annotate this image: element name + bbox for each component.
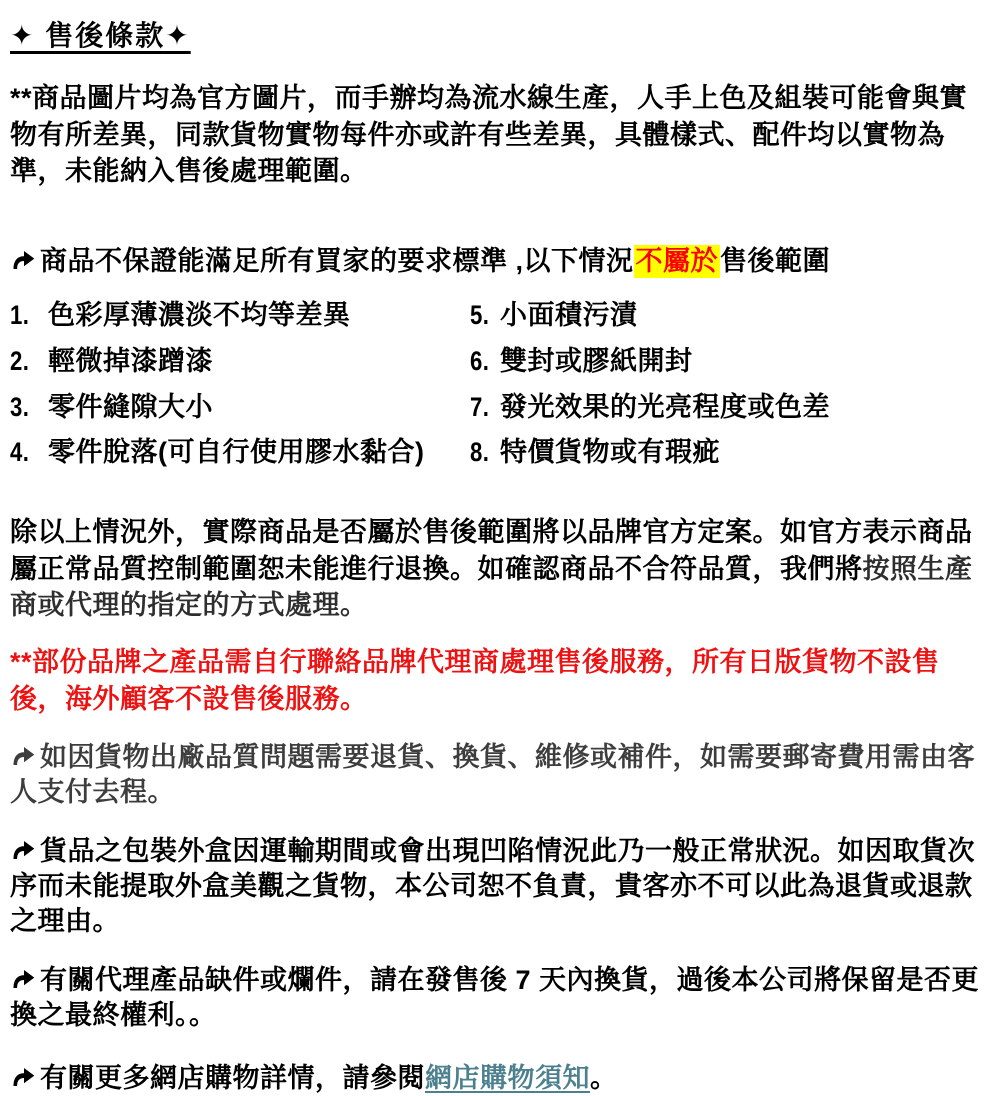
highlight-text: 不屬於 [635, 246, 719, 277]
list-item [10, 347, 470, 377]
intro-paragraph: **商品圖片均為官方圖片，而手辦均為流水線生產，人手上色及組裝可能會與實物有所差異，同款貨物實物每件亦或許有些差異，具體樣式、配件均以實物為準，未能納入售後處理範圍。 [10, 83, 968, 187]
curved-arrow-icon [10, 744, 37, 768]
list-item [10, 301, 470, 331]
page-title: ✦ 售後條款✦ [10, 20, 191, 51]
footer-line [10, 1061, 988, 1096]
note-exchange-7days [10, 963, 988, 1033]
item-text: 輕微掉漆蹭漆 [48, 345, 213, 376]
item-number: 6. [470, 345, 490, 376]
note-box-dents [10, 834, 988, 939]
item-number: 1. [10, 300, 30, 331]
item-number: 5. [470, 300, 490, 331]
item-text: 雙封或膠紙開封 [500, 345, 693, 376]
list-item [470, 301, 988, 331]
item-text: 發光效果的光亮程度或色差 [500, 391, 830, 422]
note-text: 有關代理產品缺件或爛件，請在發售後 7 天內換貨，過後本公司將保留是否更換之最終權利。。 [10, 965, 980, 1031]
item-number: 2. [10, 345, 30, 376]
note-shipping-cost [10, 740, 988, 810]
list-item [470, 347, 988, 377]
notice-text-after: 售後範圍 [720, 246, 831, 277]
curved-arrow-icon [10, 1065, 37, 1089]
red-notice-paragraph: **部份品牌之產品需自行聯絡品牌代理商處理售後服務，所有日版貨物不設售後，海外顧客不設售後服務。 [10, 647, 940, 714]
policy-paragraph [10, 514, 988, 624]
curved-arrow-icon [10, 967, 37, 991]
notice-text-before: 商品不保證能滿足所有買家的要求標準 ,以下情況 [40, 246, 634, 277]
note-text: 貨品之包裝外盒因運輸期間或會出現凹陷情況此乃一般正常狀況。如因取貨次序而未能提取外盒美觀之貨物，本公司恕不負責，貴客亦不可以此為退貨或退款之理由。 [10, 835, 975, 936]
note-text: 如因貨物出廠品質問題需要退貨、換貨、維修或補件，如需要郵寄費用需由客人支付去程。 [10, 741, 975, 807]
item-number: 8. [470, 437, 490, 468]
item-number: 4. [10, 437, 30, 468]
item-text: 零件縫隙大小 [48, 391, 213, 422]
list-item [470, 393, 988, 423]
list-item [10, 438, 470, 468]
footer-text-before: 有關更多網店購物詳情，請參閱 [40, 1063, 425, 1094]
list-item [10, 393, 470, 423]
item-text: 零件脫落(可自行使用膠水黏合) [48, 437, 425, 468]
item-text: 色彩厚薄濃淡不均等差異 [48, 300, 351, 331]
item-number: 7. [470, 391, 490, 422]
policy-tail-text: 按照生產商或代理的指定的方式處理。 [10, 553, 973, 621]
item-text: 特價貨物或有瑕疵 [500, 437, 720, 468]
curved-arrow-icon [10, 248, 37, 272]
curved-arrow-icon [10, 838, 37, 862]
item-text: 小面積污漬 [500, 300, 638, 331]
shop-guide-link[interactable]: 網店購物須知 [425, 1063, 590, 1094]
policy-main-text: 除以上情況外，實際商品是否屬於售後範圍將以品牌官方定案。如官方表示商品屬正常品質控制範圍恕未能進行退換。如確認商品不合符品質，我們將 [10, 517, 973, 584]
exclusion-list [10, 301, 988, 468]
list-item [470, 438, 988, 468]
notice-line [10, 244, 988, 279]
footer-text-after: 。 [590, 1063, 618, 1094]
item-number: 3. [10, 391, 30, 422]
